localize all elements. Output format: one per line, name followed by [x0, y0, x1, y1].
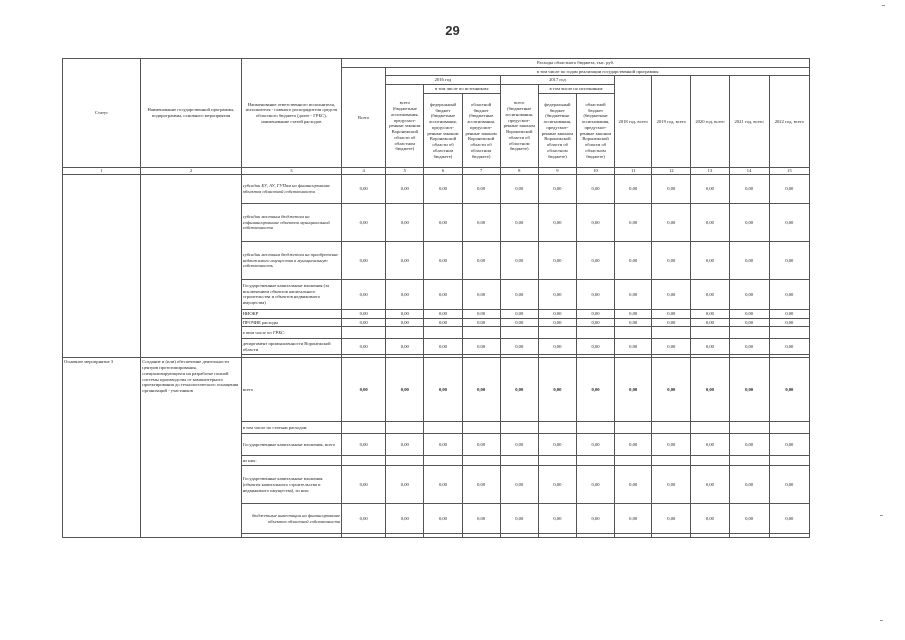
value-cell: 0,00 [462, 203, 500, 241]
column-number: 6 [424, 168, 462, 175]
empty-cell [769, 534, 809, 538]
value-cell: 0,00 [691, 203, 729, 241]
activity-name-cell: Создание и (или) обеспечение деятельности центров прототипирования, специализирующихся на разработке полной системы производства от компьютерного проектирования до технологического оснащения организаций - участников [141, 358, 241, 538]
of-them-label: из них: [241, 456, 341, 466]
value-cell: 0,00 [500, 309, 538, 318]
header-year-2017: 2017 год [500, 76, 614, 85]
table-header [63, 59, 810, 175]
column-number: 12 [652, 168, 691, 175]
empty-cell [500, 422, 538, 434]
value-cell: 0,00 [769, 504, 809, 534]
value-cell: 0,00 [386, 339, 424, 355]
value-cell: 0,00 [424, 466, 462, 504]
empty-cell [424, 327, 462, 339]
value-cell: 0,00 [769, 339, 809, 355]
value-cell: 0,00 [462, 241, 500, 279]
empty-cell [500, 534, 538, 538]
column-number: 9 [538, 168, 576, 175]
header-2018: 2018 год, всего [615, 76, 652, 168]
empty-cell [342, 534, 386, 538]
empty-cell [691, 422, 729, 434]
value-cell: 0,00 [615, 318, 652, 327]
value-cell: 0,00 [576, 434, 614, 456]
value-cell: 0,00 [691, 504, 729, 534]
value-cell: 0,00 [462, 504, 500, 534]
value-cell: 0,00 [462, 358, 500, 422]
empty-cell [538, 327, 576, 339]
column-number: 4 [342, 168, 386, 175]
value-cell: 0,00 [500, 339, 538, 355]
name-cell-empty [141, 174, 241, 357]
row-label: субсидии местным бюджетам на софинансирование объектов муниципальной собственности [241, 203, 341, 241]
row-label: департамент промышленности Воронежской области [241, 339, 341, 355]
value-cell: 0,00 [769, 279, 809, 309]
value-cell: 0,00 [652, 434, 691, 456]
value-cell: 0,00 [615, 203, 652, 241]
value-cell: 0,00 [729, 358, 769, 422]
value-cell: 0,00 [342, 174, 386, 203]
value-cell: 0,00 [729, 339, 769, 355]
value-cell: 0,00 [538, 339, 576, 355]
value-cell: 0,00 [769, 466, 809, 504]
value-cell: 0,00 [652, 339, 691, 355]
header-2020: 2020 год, всего [691, 76, 729, 168]
value-cell: 0,00 [769, 434, 809, 456]
value-cell: 0,00 [424, 504, 462, 534]
value-cell: 0,00 [538, 434, 576, 456]
value-cell: 0,00 [500, 358, 538, 422]
value-cell: 0,00 [386, 309, 424, 318]
row-label: НИОКР [241, 309, 341, 318]
value-cell: 0,00 [615, 504, 652, 534]
header-2016-federal: федеральный бюджет (бюджетные ассигнования, предусмот-ренные законом Воронежской области об областном бюджете) [424, 93, 462, 167]
row-label: субсидии местным бюджетам на приобретение недвижимого имущества в муниципальную собственность [241, 241, 341, 279]
empty-cell [500, 456, 538, 466]
value-cell: 0,00 [576, 466, 614, 504]
scan-mark [882, 5, 885, 6]
value-cell: 0,00 [538, 358, 576, 422]
value-cell: 0,00 [538, 504, 576, 534]
empty-cell [386, 327, 424, 339]
value-cell: 0,00 [462, 309, 500, 318]
header-2021: 2021 год, всего [729, 76, 769, 168]
value-cell: 0,00 [538, 318, 576, 327]
value-cell: 0,00 [538, 203, 576, 241]
row-label: субсидии БУ, АУ, ГУПам на финансирование объектов областной собственности [241, 174, 341, 203]
empty-cell [691, 456, 729, 466]
empty-cell [576, 534, 614, 538]
empty-cell [500, 327, 538, 339]
value-cell: 0,00 [386, 504, 424, 534]
value-cell: 0,00 [342, 279, 386, 309]
empty-cell [342, 327, 386, 339]
value-cell: 0,00 [769, 174, 809, 203]
value-cell: 0,00 [652, 504, 691, 534]
value-cell: 0,00 [342, 241, 386, 279]
row-label: бюджетные инвестиции на финансирование объектов областной собственности [241, 504, 341, 534]
table-row [63, 358, 810, 422]
empty-cell [241, 534, 341, 538]
value-cell: 0,00 [729, 174, 769, 203]
value-cell: 0,00 [652, 309, 691, 318]
empty-cell [538, 534, 576, 538]
value-cell: 0,00 [576, 309, 614, 318]
empty-cell [729, 456, 769, 466]
value-cell: 0,00 [769, 318, 809, 327]
value-cell: 0,00 [342, 309, 386, 318]
column-number: 2 [141, 168, 241, 175]
value-cell: 0,00 [615, 309, 652, 318]
empty-cell [769, 327, 809, 339]
column-number: 11 [615, 168, 652, 175]
value-cell: 0,00 [769, 203, 809, 241]
value-cell: 0,00 [342, 358, 386, 422]
row-label: Государственные капитальные вложения, всего [241, 434, 341, 456]
empty-cell [386, 456, 424, 466]
empty-cell [615, 456, 652, 466]
value-cell: 0,00 [729, 504, 769, 534]
column-number: 14 [729, 168, 769, 175]
empty-cell [538, 422, 576, 434]
header-year-2016: 2016 год [386, 76, 500, 85]
value-cell: 0,00 [576, 339, 614, 355]
value-cell: 0,00 [652, 279, 691, 309]
value-cell: 0,00 [576, 504, 614, 534]
header-2017-total: всего (бюджетные ассигнования, предусмот-ренные законом Воронежской области об областном бюджете) [500, 85, 538, 168]
header-2022: 2022 год, всего [769, 76, 809, 168]
column-number: 8 [500, 168, 538, 175]
page-number: 29 [445, 23, 460, 38]
value-cell: 0,00 [691, 309, 729, 318]
empty-cell [386, 534, 424, 538]
value-cell: 0,00 [500, 279, 538, 309]
value-cell: 0,00 [500, 504, 538, 534]
empty-cell [576, 422, 614, 434]
empty-cell [769, 456, 809, 466]
header-total: Всего [342, 67, 386, 167]
value-cell: 0,00 [576, 174, 614, 203]
header-2017-federal: федеральный бюджет (бюджетные ассигнования, предусмот-ренные законом Воронежской области об областном бюджете) [538, 93, 576, 167]
value-cell: 0,00 [462, 279, 500, 309]
value-cell: 0,00 [691, 174, 729, 203]
value-cell: 0,00 [342, 339, 386, 355]
empty-cell [769, 422, 809, 434]
value-cell: 0,00 [386, 358, 424, 422]
value-cell: 0,00 [342, 318, 386, 327]
value-cell: 0,00 [538, 279, 576, 309]
header-status: Статус [63, 59, 141, 168]
value-cell: 0,00 [462, 339, 500, 355]
value-cell: 0,00 [615, 279, 652, 309]
value-cell: 0,00 [424, 358, 462, 422]
empty-cell [462, 422, 500, 434]
value-cell: 0,00 [500, 434, 538, 456]
empty-cell [615, 422, 652, 434]
scan-mark [880, 515, 883, 516]
value-cell: 0,00 [576, 318, 614, 327]
empty-cell [615, 327, 652, 339]
value-cell: 0,00 [386, 466, 424, 504]
value-cell: 0,00 [462, 174, 500, 203]
value-cell: 0,00 [342, 203, 386, 241]
value-cell: 0,00 [615, 174, 652, 203]
value-cell: 0,00 [691, 241, 729, 279]
value-cell: 0,00 [615, 339, 652, 355]
empty-cell [462, 327, 500, 339]
empty-cell [424, 534, 462, 538]
value-cell: 0,00 [769, 241, 809, 279]
value-cell: 0,00 [615, 358, 652, 422]
empty-cell [691, 534, 729, 538]
value-cell: 0,00 [538, 466, 576, 504]
value-cell: 0,00 [462, 466, 500, 504]
empty-cell [342, 456, 386, 466]
status-cell: Основное мероприятие 3 [63, 358, 141, 538]
empty-cell [729, 327, 769, 339]
value-cell: 0,00 [424, 318, 462, 327]
empty-cell [576, 327, 614, 339]
value-cell: 0,00 [424, 339, 462, 355]
value-cell: 0,00 [342, 466, 386, 504]
empty-cell [342, 422, 386, 434]
value-cell: 0,00 [729, 309, 769, 318]
value-cell: 0,00 [576, 203, 614, 241]
header-2019: 2019 год, всего [652, 76, 691, 168]
header-expenses: Расходы областного бюджета, тыс. руб. [342, 59, 810, 68]
column-number: 10 [576, 168, 614, 175]
empty-cell [462, 534, 500, 538]
header-2016-sources: в том числе по источникам: [424, 85, 500, 94]
value-cell: 0,00 [386, 434, 424, 456]
value-cell: 0,00 [424, 309, 462, 318]
value-cell: 0,00 [538, 174, 576, 203]
value-cell: 0,00 [424, 434, 462, 456]
empty-cell [652, 456, 691, 466]
value-cell: 0,00 [691, 279, 729, 309]
header-by-years: в том числе по годам реализации государственной программы [386, 67, 810, 76]
table-row [63, 174, 810, 203]
column-number: 13 [691, 168, 729, 175]
column-number: 15 [769, 168, 809, 175]
empty-cell [652, 534, 691, 538]
value-cell: 0,00 [500, 203, 538, 241]
header-2017-sources: в том числе по источникам: [538, 85, 614, 94]
value-cell: 0,00 [691, 434, 729, 456]
value-cell: 0,00 [652, 174, 691, 203]
value-cell: 0,00 [500, 174, 538, 203]
value-cell: 0,00 [769, 358, 809, 422]
header-program-name: Наименование государственной программы, подпрограммы, основного мероприятия [141, 59, 241, 168]
value-cell: 0,00 [342, 434, 386, 456]
value-cell: 0,00 [500, 318, 538, 327]
header-executor: Наименование ответственного исполнителя, исполнителя - главного распорядителя средств областного бюджета (далее - ГРБС), наименование статей расходов [241, 59, 341, 168]
value-cell: 0,00 [576, 358, 614, 422]
value-cell: 0,00 [769, 309, 809, 318]
empty-cell [691, 327, 729, 339]
column-number: 1 [63, 168, 141, 175]
value-cell: 0,00 [424, 279, 462, 309]
value-cell: 0,00 [652, 358, 691, 422]
empty-cell [386, 422, 424, 434]
header-2017-regional: областной бюджет (бюджетные ассигнования, предусмот-ренные законом Воронежской области об областном бюджете) [576, 93, 614, 167]
value-cell: 0,00 [576, 279, 614, 309]
value-cell: 0,00 [462, 318, 500, 327]
value-cell: 0,00 [691, 318, 729, 327]
value-cell: 0,00 [386, 318, 424, 327]
column-number: 3 [241, 168, 341, 175]
value-cell: 0,00 [386, 203, 424, 241]
value-cell: 0,00 [386, 241, 424, 279]
value-cell: 0,00 [691, 339, 729, 355]
column-numbers-row [63, 168, 810, 175]
articles-label: в том числе по статьям расходов: [241, 422, 341, 434]
value-cell: 0,00 [424, 174, 462, 203]
row-label: всего [241, 358, 341, 422]
value-cell: 0,00 [729, 203, 769, 241]
header-2016-total: всего (бюджетные ассигнования, предусмот-ренные законом Воронежской области об областном бюджете) [386, 85, 424, 168]
value-cell: 0,00 [424, 241, 462, 279]
value-cell: 0,00 [615, 466, 652, 504]
value-cell: 0,00 [652, 318, 691, 327]
grbs-label: в том числе по ГРБС: [241, 327, 341, 339]
empty-cell [424, 456, 462, 466]
value-cell: 0,00 [652, 203, 691, 241]
empty-cell [729, 534, 769, 538]
value-cell: 0,00 [386, 174, 424, 203]
value-cell: 0,00 [424, 203, 462, 241]
value-cell: 0,00 [729, 466, 769, 504]
column-number: 5 [386, 168, 424, 175]
value-cell: 0,00 [386, 279, 424, 309]
empty-cell [462, 456, 500, 466]
value-cell: 0,00 [615, 241, 652, 279]
value-cell: 0,00 [691, 466, 729, 504]
row-label: Государственные капитальные вложения (объекты капитального строительства и недвижимого имущества), из них: [241, 466, 341, 504]
value-cell: 0,00 [538, 241, 576, 279]
value-cell: 0,00 [729, 434, 769, 456]
scan-mark [880, 620, 883, 621]
empty-cell [424, 422, 462, 434]
value-cell: 0,00 [462, 434, 500, 456]
row-label: Государственные капитальные вложения (за исключением объектов капитального строительства и объектов недвижимого имущества) [241, 279, 341, 309]
budget-table [62, 58, 810, 538]
value-cell: 0,00 [576, 241, 614, 279]
value-cell: 0,00 [691, 358, 729, 422]
value-cell: 0,00 [729, 241, 769, 279]
column-number: 7 [462, 168, 500, 175]
table-body [63, 174, 810, 537]
row-label: ПРОЧИЕ расходы [241, 318, 341, 327]
value-cell: 0,00 [500, 466, 538, 504]
empty-cell [729, 422, 769, 434]
value-cell: 0,00 [500, 241, 538, 279]
value-cell: 0,00 [342, 504, 386, 534]
empty-cell [652, 422, 691, 434]
value-cell: 0,00 [538, 309, 576, 318]
value-cell: 0,00 [615, 434, 652, 456]
empty-cell [538, 456, 576, 466]
empty-cell [652, 327, 691, 339]
value-cell: 0,00 [652, 466, 691, 504]
value-cell: 0,00 [729, 279, 769, 309]
value-cell: 0,00 [729, 318, 769, 327]
empty-cell [615, 534, 652, 538]
header-2016-regional: областной бюджет (бюджетные ассигнования, предусмот-ренные законом Воронежской области об областном бюджете) [462, 93, 500, 167]
status-cell-empty [63, 174, 141, 357]
value-cell: 0,00 [652, 241, 691, 279]
empty-cell [576, 456, 614, 466]
